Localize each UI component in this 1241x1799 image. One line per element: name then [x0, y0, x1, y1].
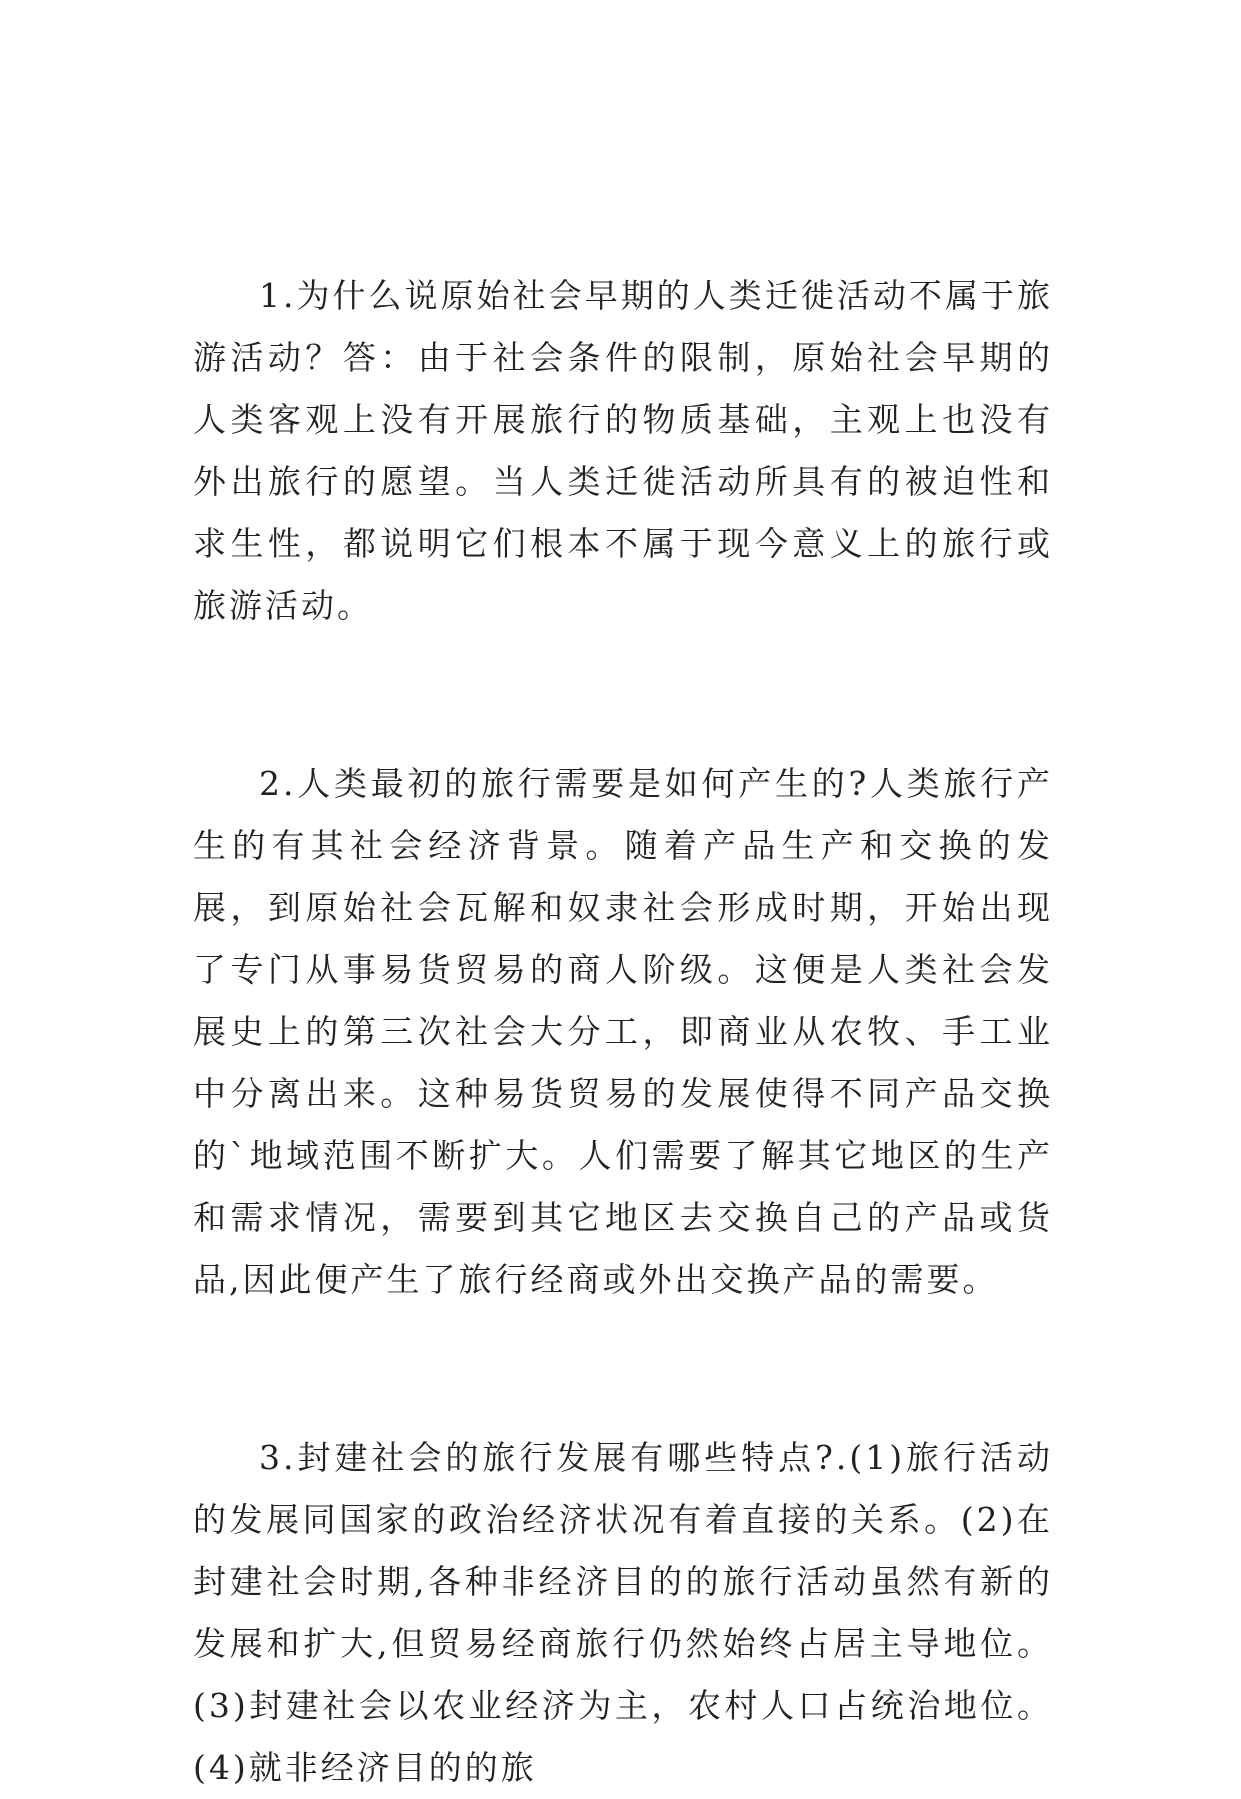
- paragraph-question-3: 3.封建社会的旅行发展有哪些特点?.(1)旅行活动的发展同国家的政治经济状况有着直接的关系。(2)在封建社会时期,各种非经济目的的旅行活动虽然有新的发展和扩大,但贸易经商旅行仍然始终占居主导地位。(3)封建社会以农业经济为主，农村人口占统治地位。(4)就非经济目的的旅: [193, 1438, 1053, 1787]
- paragraph-question-2: 2.人类最初的旅行需要是如何产生的?人类旅行产生的有其社会经济背景。随着产品生产和交换的发展，到原始社会瓦解和奴隶社会形成时期，开始出现了专门从事易货贸易的商人阶级。这便是人类社会发展史上的第三次社会大分工，即商业从农牧、手工业中分离出来。这种易货贸易的发展使得不同产品交换的`地域范围不断扩大。人们需要了解其它地区的生产和需求情况，需要到其它地区去交换自己的产品或货品,因此便产生了旅行经商或外出交换产品的需要。: [193, 764, 1053, 1299]
- paragraph-spacer: [193, 637, 1053, 753]
- document-body: [193, 265, 1053, 1799]
- paragraph-spacer: [193, 1311, 1053, 1427]
- paragraph-question-1: 1.为什么说原始社会早期的人类迁徙活动不属于旅游活动？答：由于社会条件的限制，原始社会早期的人类客观上没有开展旅行的物质基础，主观上也没有外出旅行的愿望。当人类迁徙活动所具有的被迫性和求生性，都说明它们根本不属于现今意义上的旅行或旅游活动。: [193, 276, 1053, 625]
